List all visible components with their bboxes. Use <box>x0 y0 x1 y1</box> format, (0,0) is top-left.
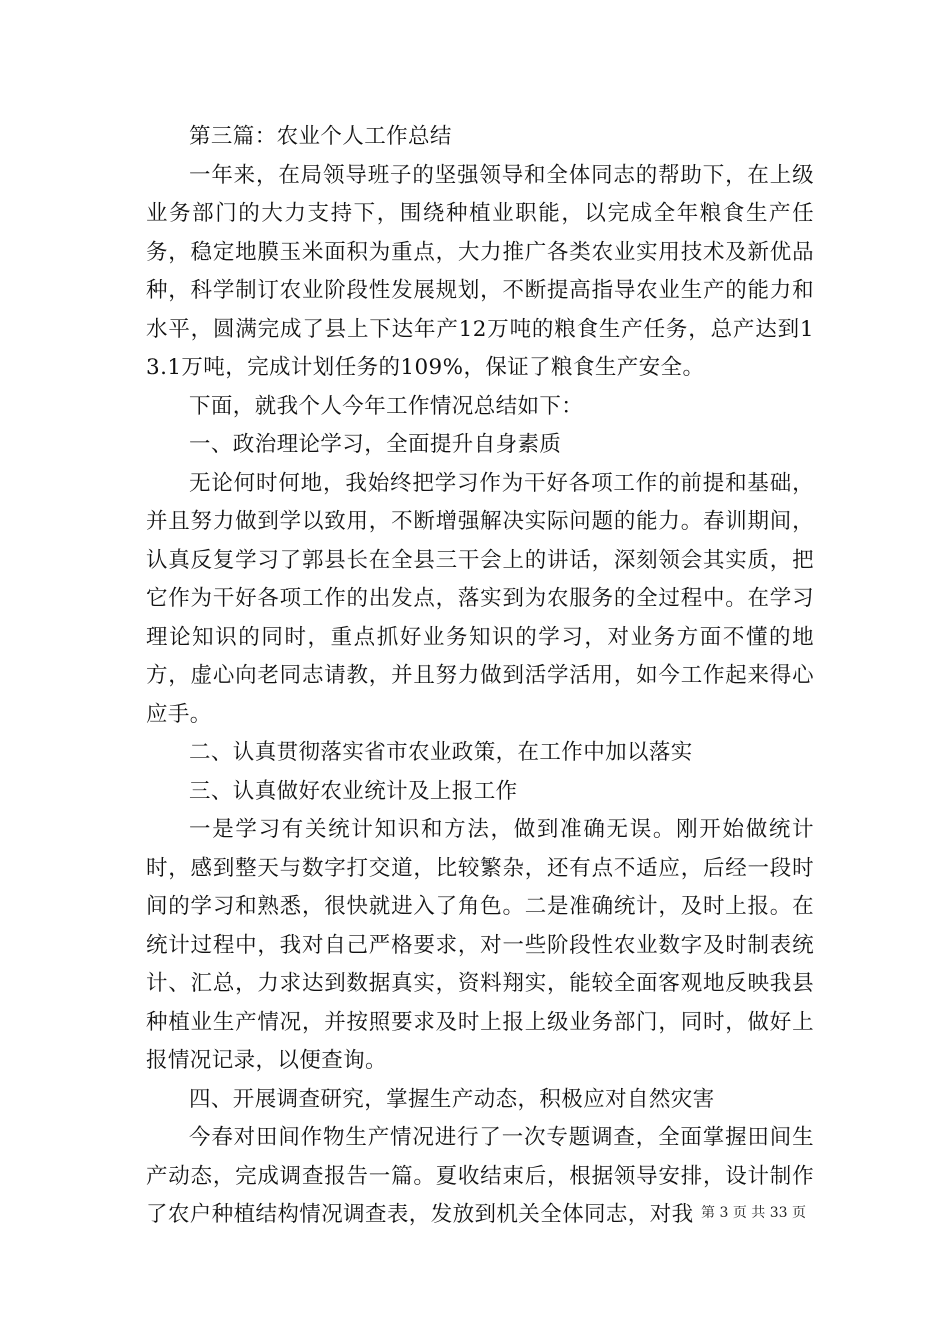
paragraph-section-1: 无论何时何地，我始终把学习作为干好各项工作的前提和基础，并且努力做到学以致用，不断增强解决实际问题的能力。春训期间，认真反复学习了郭县长在全县三干会上的讲话，深刻领会其实质，把它作为干好各项工作的出发点，落实到为农服务的全过程中。在学习理论知识的同时，重点抓好业务知识的学习，对业务方面不懂的地方，虚心向老同志请教，并且努力做到活学活用，如今工作起来得心应手。 <box>146 470 814 727</box>
paragraph-summary-lead: 下面，就我个人今年工作情况总结如下： <box>189 393 584 419</box>
section-heading-4: 四、开展调查研究，掌握生产动态，积极应对自然灾害 <box>189 1086 715 1112</box>
page-number-footer: 第 3 页 共 33 页 <box>701 1205 806 1221</box>
paragraph-section-4: 今春对田间作物生产情况进行了一次专题调查，全面掌握田间生产动态，完成调查报告一篇。夏收结束后，根据领导安排，设计制作了农户种植结构情况调查表，发放到机关全体同志，对我 <box>146 1125 814 1227</box>
section-heading-3: 三、认真做好农业统计及上报工作 <box>189 778 518 804</box>
paragraph-intro: 一年来，在局领导班子的坚强领导和全体同志的帮助下，在上级业务部门的大力支持下，围绕种植业职能，以完成全年粮食生产任务，稳定地膜玉米面积为重点，大力推广各类农业实用技术及新优品种，科学制订农业阶段性发展规划，不断提高指导农业生产的能力和水平，圆满完成了县上下达年产12万吨的粮食生产任务，总产达到13.1万吨，完成计划任务的109%，保证了粮食生产安全。 <box>146 162 814 380</box>
document-body <box>146 118 814 1235</box>
section-heading-1: 一、政治理论学习，全面提升自身素质 <box>189 432 562 457</box>
section-heading-2: 二、认真贯彻落实省市农业政策，在工作中加以落实 <box>189 740 693 765</box>
paragraph-section-3: 一是学习有关统计知识和方法，做到准确无误。刚开始做统计时，感到整天与数字打交道，比较繁杂，还有点不适应，后经一段时间的学习和熟悉，很快就进入了角色。二是准确统计，及时上报。在统计过程中，我对自己严格要求，对一些阶段性农业数字及时制表统计、汇总，力求达到数据真实，资料翔实，能较全面客观地反映我县种植业生产情况，并按照要求及时上报上级业务部门，同时，做好上报情况记录，以便查询。 <box>146 817 814 1073</box>
document-title: 第三篇：农业个人工作总结 <box>189 124 452 149</box>
